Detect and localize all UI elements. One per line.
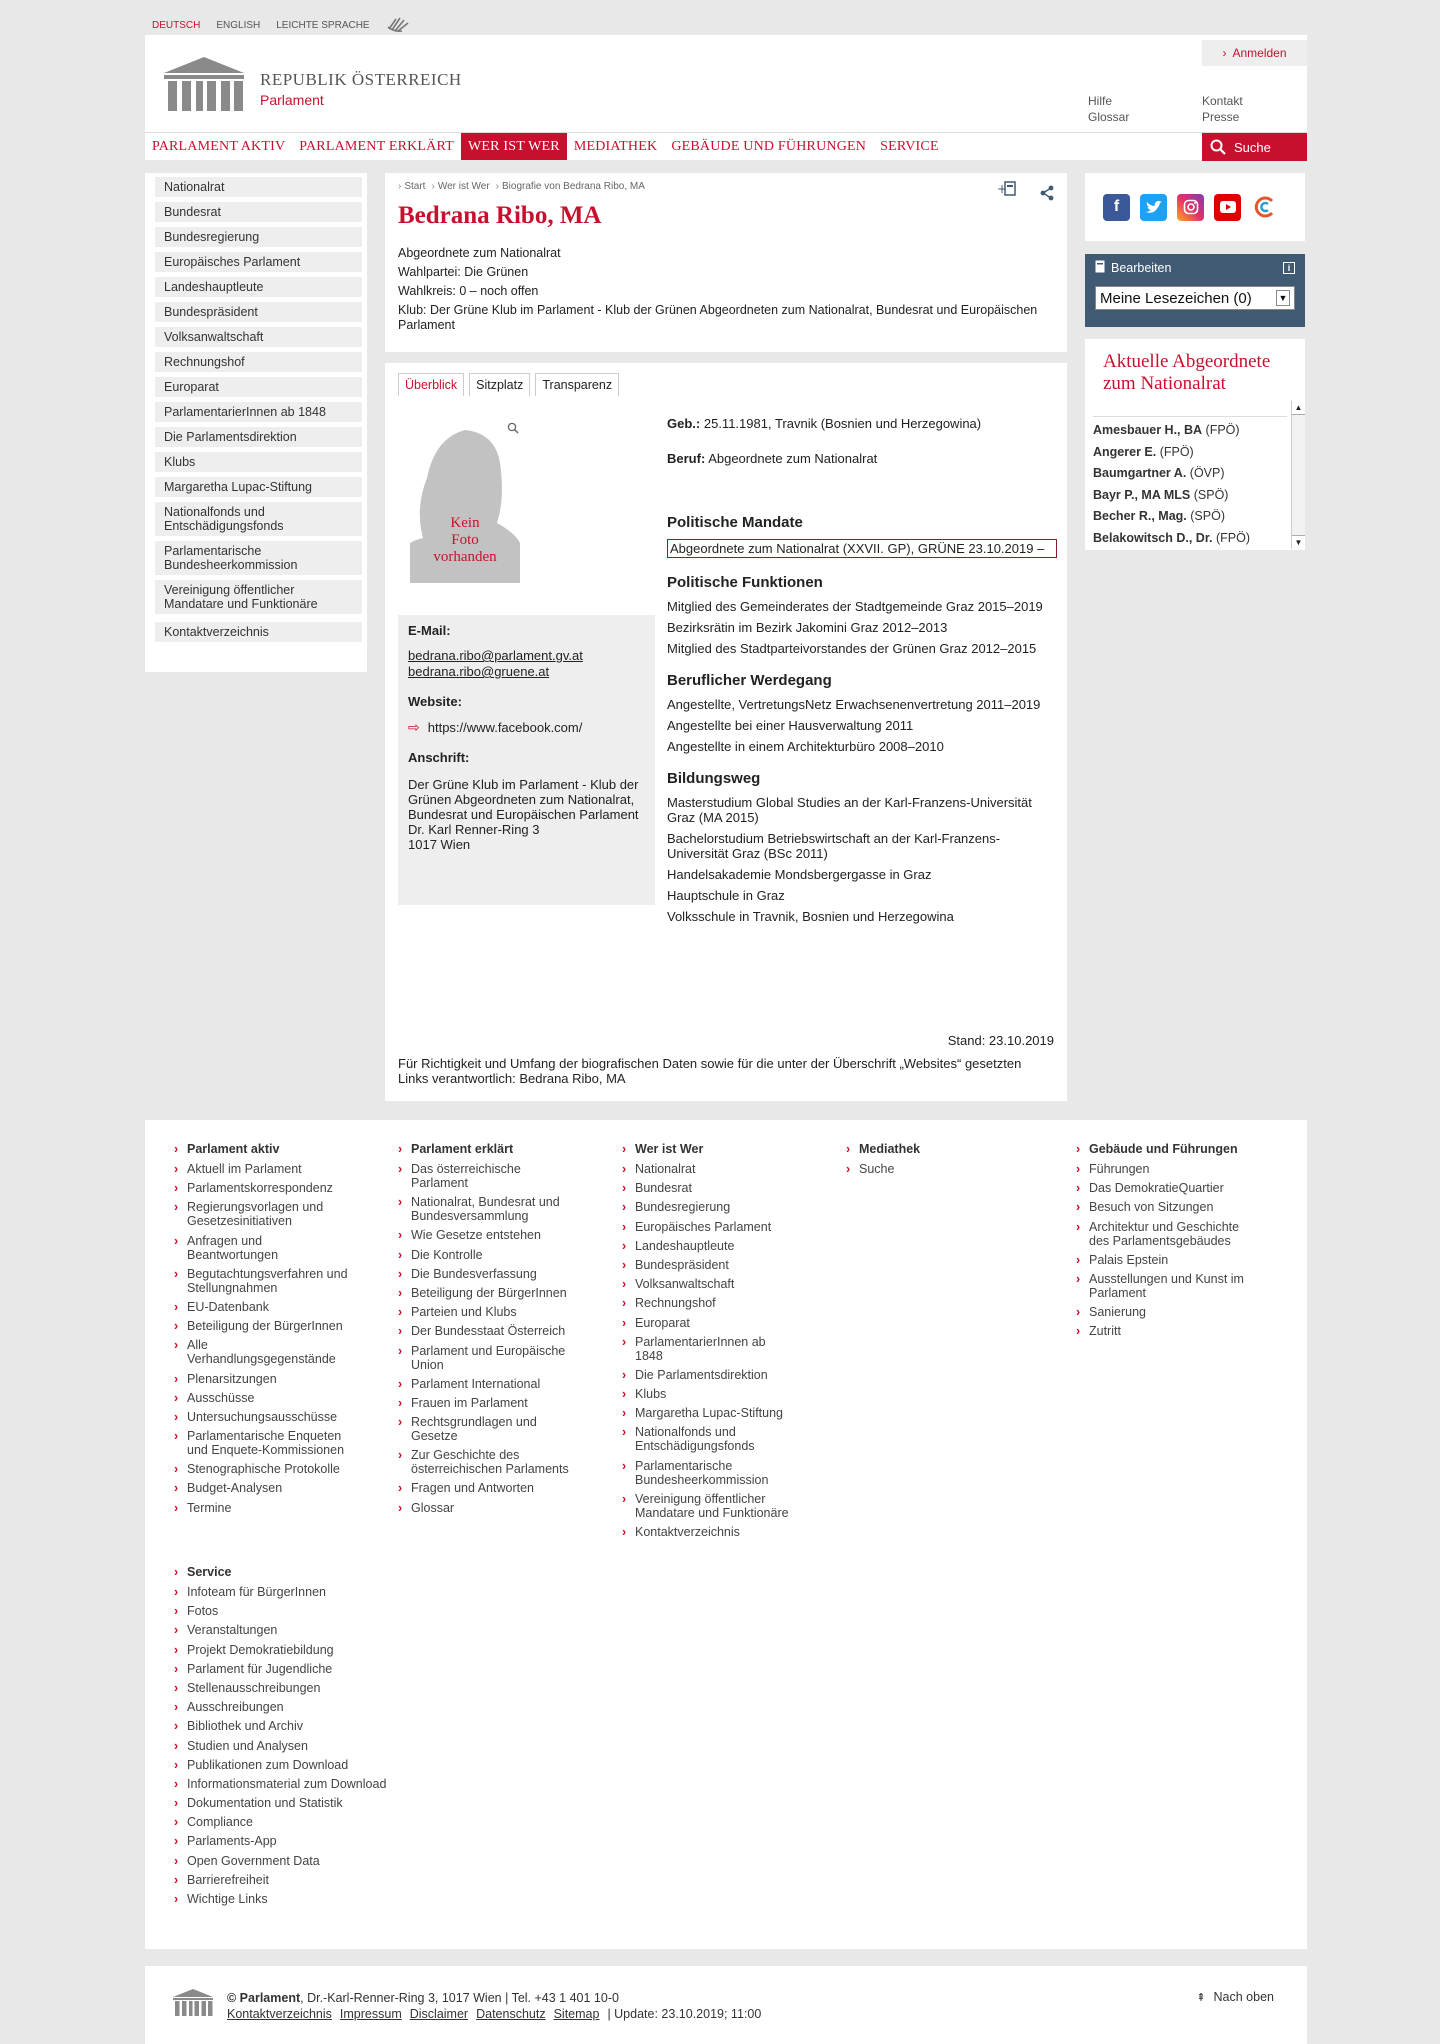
job-label: Beruf:: [667, 451, 706, 466]
sidebar-item-bundespraesident[interactable]: Bundespräsident: [155, 302, 362, 322]
footer-link[interactable]: › Besuch von Sitzungen: [1076, 1200, 1286, 1214]
footer-link[interactable]: › Anfragen und Beantwortungen: [174, 1234, 304, 1262]
born-value: 25.11.1981, Travnik (Bosnien und Herzegowina): [703, 416, 982, 431]
career-item-1: Angestellte, VertretungsNetz Erwachsenenvertretung 2011–2019: [667, 697, 1041, 712]
sidebar-item-lupac-stiftung[interactable]: Margaretha Lupac-Stiftung: [155, 477, 362, 497]
share-icon[interactable]: [1039, 185, 1055, 204]
footer-link[interactable]: › Ausschüsse: [174, 1391, 374, 1405]
member-name: Angerer E.: [1093, 444, 1157, 459]
zoom-icon[interactable]: [507, 422, 519, 437]
lang-english[interactable]: ENGLISH: [216, 20, 261, 31]
footer-link[interactable]: › Begutachtungsverfahren und Stellungnahmen: [174, 1267, 364, 1295]
person-role: Abgeordnete zum Nationalrat: [398, 246, 561, 260]
nav-parlament-aktiv[interactable]: PARLAMENT AKTIV: [152, 138, 286, 154]
footer-link[interactable]: › Regierungsvorlagen und Gesetzesinitiativen: [174, 1200, 344, 1228]
member-party: (ÖVP): [1189, 466, 1225, 480]
footer-link[interactable]: › Projekt Demokratiebildung: [174, 1643, 414, 1657]
login-button[interactable]: [1202, 40, 1307, 66]
footer-imprint: [227, 1990, 761, 2022]
footer-link[interactable]: › Wichtige Links: [174, 1892, 414, 1906]
footer-col-gebaeude: [1076, 1142, 1286, 1344]
footer-link[interactable]: › Fotos: [174, 1604, 414, 1618]
footer-link[interactable]: › Bundesrat: [622, 1181, 802, 1195]
member-name: Amesbauer H., BA: [1093, 423, 1203, 437]
svg-text:+: +: [997, 182, 1008, 196]
sign-language-icon[interactable]: [386, 15, 412, 36]
footer-link[interactable]: › Infoteam für BürgerInnen: [174, 1585, 414, 1599]
contact-link[interactable]: Kontakt: [1202, 94, 1243, 108]
breadcrumb-wer-ist-wer[interactable]: › Wer ist Wer: [431, 181, 489, 192]
education-heading: Bildungsweg: [667, 770, 761, 787]
address-block: [408, 777, 645, 852]
instagram-icon[interactable]: [1177, 194, 1204, 221]
footer-link[interactable]: › Das DemokratieQuartier: [1076, 1181, 1286, 1195]
address-line-3: 1017 Wien: [408, 837, 471, 852]
footer-link[interactable]: › Aktuell im Parlament: [174, 1162, 374, 1176]
footer-link[interactable]: › Bibliothek und Archiv: [174, 1719, 414, 1733]
footer-link[interactable]: › Wie Gesetze entstehen: [398, 1228, 578, 1242]
footer-link[interactable]: › Frauen im Parlament: [398, 1396, 578, 1410]
lang-deutsch[interactable]: DEUTSCH: [152, 20, 201, 31]
sidebar-item-rechnungshof[interactable]: Rechnungshof: [155, 352, 362, 372]
address-line-1: Der Grüne Klub im Parlament - Klub der Grünen Abgeordneten zum Nationalrat, Bundesrat und Europäischen Parlament: [408, 777, 639, 822]
footer-link[interactable]: › Europäisches Parlament: [622, 1220, 802, 1234]
career-item-3: Angestellte in einem Architekturbüro 2008–2010: [667, 739, 944, 754]
language-bar: [152, 15, 412, 36]
footer-link[interactable]: › Rechnungshof: [622, 1296, 802, 1310]
member-party: (FPÖ): [1205, 423, 1240, 437]
sidebar-item-klubs[interactable]: Klubs: [155, 452, 362, 472]
footer-link[interactable]: › Stellenausschreibungen: [174, 1681, 414, 1695]
sidebar-item-volksanwaltschaft[interactable]: Volksanwaltschaft: [155, 327, 362, 347]
footer-link[interactable]: › Parteien und Klubs: [398, 1305, 578, 1319]
edit-button[interactable]: [1095, 260, 1171, 276]
sidebar-item-vereinigung[interactable]: Vereinigung öffentlicher Mandatare und Funktionäre: [155, 580, 362, 614]
footer-link[interactable]: › Parlament für Jugendliche: [174, 1662, 414, 1676]
footer-link[interactable]: › Studien und Analysen: [174, 1739, 414, 1753]
tab-transparenz[interactable]: Transparenz: [535, 373, 619, 396]
sidebar-item-parlamentarierinnen[interactable]: ParlamentarierInnen ab 1848: [155, 402, 362, 422]
glossary-link[interactable]: Glossar: [1088, 110, 1130, 124]
arrow-up-icon: ⇞: [1196, 1991, 1206, 2004]
footer-link[interactable]: › Ausschreibungen: [174, 1700, 414, 1714]
twitter-icon[interactable]: [1140, 194, 1167, 221]
mandate-item: Abgeordnete zum Nationalrat (XXVII. GP), GRÜNE 23.10.2019 –: [667, 539, 1057, 558]
footer-heading[interactable]: › Service: [174, 1565, 414, 1579]
copyright: © Parlament: [227, 1991, 301, 2005]
education-item-2: Bachelorstudium Betriebswirtschaft an der Karl-Franzens-Universität Graz (BSc 2011): [667, 831, 1001, 861]
footer-link[interactable]: › Die Parlamentsdirektion: [622, 1368, 802, 1382]
current-members-list: [1093, 416, 1287, 546]
sidebar-item-bundesrat[interactable]: Bundesrat: [155, 202, 362, 222]
tab-bar: [398, 373, 619, 396]
footer-link[interactable]: › Untersuchungsausschüsse: [174, 1410, 374, 1424]
member-party: (SPÖ): [1190, 509, 1225, 523]
footer-link[interactable]: › Landeshauptleute: [622, 1239, 802, 1253]
logo-subtitle: Parlament: [260, 92, 324, 108]
footer-link[interactable]: › Sanierung: [1076, 1305, 1286, 1319]
website-row: [408, 719, 645, 736]
back-to-top-button[interactable]: [1196, 1990, 1274, 2004]
footer-link[interactable]: › Parlaments-App: [174, 1834, 414, 1848]
facebook-icon[interactable]: f: [1103, 194, 1130, 221]
footer-link[interactable]: › Parlament International: [398, 1377, 578, 1391]
email-label: E-Mail:: [408, 623, 451, 638]
footer-link[interactable]: › Zutritt: [1076, 1324, 1286, 1338]
footer-link[interactable]: › Der Bundesstaat Österreich: [398, 1324, 578, 1338]
chevron-down-icon: ▼: [1276, 290, 1290, 306]
footer-link[interactable]: › Dokumentation und Statistik: [174, 1796, 414, 1810]
footer-heading[interactable]: › Parlament erklärt: [398, 1142, 578, 1156]
address-line-2: Dr. Karl Renner-Ring 3: [408, 822, 540, 837]
footer-col-parlament-erklaert: [398, 1142, 578, 1520]
footer-link[interactable]: › Die Kontrolle: [398, 1248, 578, 1262]
tab-sitzplatz[interactable]: Sitzplatz: [469, 373, 530, 396]
bookmarks-select-value: Meine Lesezeichen (0): [1100, 289, 1252, 307]
link-kontaktverzeichnis[interactable]: Kontaktverzeichnis: [227, 2007, 332, 2021]
social-links: [1085, 173, 1305, 241]
util-links-2: [1202, 93, 1243, 125]
born-row: [667, 416, 1057, 431]
bookmarks-header: [1095, 260, 1295, 276]
footer-link[interactable]: › Ausstellungen und Kunst im Parlament: [1076, 1272, 1256, 1300]
press-link[interactable]: Presse: [1202, 110, 1240, 124]
functions-heading: Politische Funktionen: [667, 574, 823, 591]
back-to-top-label: Nach oben: [1213, 1990, 1274, 2004]
footer-address: , Dr.-Karl-Renner-Ring 3, 1017 Wien | Tel. +43 1 401 10-0: [300, 1991, 619, 2005]
link-impressum[interactable]: Impressum: [339, 2007, 402, 2021]
email-link-2[interactable]: bedrana.ribo@gruene.at: [408, 664, 550, 679]
breadcrumb: [398, 181, 1054, 192]
link-disclaimer[interactable]: Disclaimer: [409, 2007, 469, 2021]
footer-link[interactable]: › Fragen und Antworten: [398, 1481, 578, 1495]
edit-label: Bearbeiten: [1111, 261, 1172, 275]
footer-link[interactable]: › Alle Verhandlungsgegenstände: [174, 1338, 344, 1366]
footer-heading[interactable]: › Mediathek: [846, 1142, 996, 1156]
footer-link[interactable]: › EU-Datenbank: [174, 1300, 374, 1314]
person-meta: [398, 244, 1054, 333]
job-value: Abgeordnete zum Nationalrat: [708, 451, 878, 466]
email-link-1[interactable]: bedrana.ribo@parlament.gv.at: [408, 648, 583, 663]
bottom-bar: [145, 1966, 1307, 2044]
footer-col-wer-ist-wer: [622, 1142, 802, 1544]
lang-leichte-sprache[interactable]: LEICHTE SPRACHE: [276, 20, 370, 31]
career-heading: Beruflicher Werdegang: [667, 672, 832, 689]
bio-column: [667, 418, 1057, 930]
sidebar-item-parlamentsdirektion[interactable]: Die Parlamentsdirektion: [155, 427, 362, 447]
bookmark-add-icon[interactable]: [997, 181, 1017, 202]
footer-link[interactable]: › Beteiligung der BürgerInnen: [174, 1319, 374, 1333]
login-label: Anmelden: [1232, 46, 1287, 60]
no-photo-placeholder[interactable]: [405, 418, 525, 583]
footer-link[interactable]: › Bundesregierung: [622, 1200, 802, 1214]
scroll-up-icon[interactable]: ▲: [1292, 401, 1305, 415]
youtube-icon[interactable]: [1214, 194, 1241, 221]
search-icon: [1210, 139, 1226, 155]
website-link[interactable]: https://www.facebook.com/: [427, 720, 583, 735]
list-scrollbar[interactable]: [1291, 401, 1305, 549]
education-item-4: Hauptschule in Graz: [667, 888, 785, 903]
footer-link[interactable]: › Stenographische Protokolle: [174, 1462, 374, 1476]
bookmarks-panel: [1085, 254, 1305, 327]
parliament-logo[interactable]: [160, 55, 462, 115]
footer-link[interactable]: › Kontaktverzeichnis: [622, 1525, 802, 1539]
nav-wer-ist-wer[interactable]: WER IST WER: [461, 133, 567, 160]
member-item[interactable]: [1093, 420, 1287, 442]
member-name: Belakowitsch D., Dr.: [1093, 530, 1213, 545]
breadcrumb-start[interactable]: › Start: [398, 181, 425, 192]
footer-link[interactable]: › Glossar: [398, 1501, 578, 1515]
sidebar-item-europaeisches-parlament[interactable]: Europäisches Parlament: [155, 252, 362, 272]
member-name: Becher R., Mag.: [1093, 509, 1187, 523]
site-footer: [145, 1120, 1307, 1949]
footer-heading[interactable]: › Gebäude und Führungen: [1076, 1142, 1286, 1156]
sidebar-item-kontaktverzeichnis[interactable]: Kontaktverzeichnis: [155, 622, 362, 642]
tab-ueberblick[interactable]: Überblick: [398, 373, 464, 396]
education-item-3: Handelsakademie Mondsbergergasse in Graz: [667, 867, 932, 882]
job-row: [667, 451, 1057, 466]
education-item-1: Masterstudium Global Studies an der Karl-Franzens-Universität Graz (MA 2015): [667, 795, 1032, 825]
footer-link[interactable]: › Palais Epstein: [1076, 1253, 1286, 1267]
footer-link[interactable]: › Budget-Analysen: [174, 1481, 374, 1495]
nav-gebaeude[interactable]: GEBÄUDE UND FÜHRUNGEN: [671, 138, 867, 154]
function-item-1: Mitglied des Gemeinderates der Stadtgemeinde Graz 2015–2019: [667, 599, 1043, 614]
member-party: (FPÖ): [1215, 530, 1250, 545]
footer-link[interactable]: › Parlamentarische Bundesheerkommission: [622, 1459, 772, 1487]
flickr-icon[interactable]: [1251, 194, 1278, 221]
no-photo-line-2: Foto: [451, 532, 479, 548]
member-name: Baumgartner A.: [1093, 466, 1187, 480]
site-header: [145, 35, 1307, 155]
footer-col-service: [174, 1565, 414, 1911]
search-label: Suche: [1234, 139, 1271, 155]
person-club: Klub: Der Grüne Klub im Parlament - Klub der Grünen Abgeordneten zum Nationalrat, Bundesrat und Europäischen Parlament: [398, 303, 1038, 332]
util-links-1: [1088, 93, 1129, 125]
current-members-panel: [1085, 339, 1305, 550]
footer-link[interactable]: › Klubs: [622, 1387, 802, 1401]
sidebar-item-bundesheerkommission[interactable]: Parlamentarische Bundesheerkommission: [155, 541, 362, 575]
disclaimer-text: Für Richtigkeit und Umfang der biografischen Daten sowie für die unter der Überschrift „Websites“ gesetzten Links verantwortlich: Bedrana Ribo, MA: [398, 1056, 1022, 1086]
footer-link[interactable]: › Volksanwaltschaft: [622, 1277, 802, 1291]
footer-link[interactable]: › Suche: [846, 1162, 996, 1176]
parliament-building-icon: [171, 1988, 215, 2018]
person-party: Wahlpartei: Die Grünen: [398, 265, 529, 279]
page-title: Bedrana Ribo, MA: [398, 202, 602, 229]
footer-link[interactable]: › Informationsmaterial zum Download: [174, 1777, 414, 1791]
logo-title: REPUBLIK ÖSTERREICH: [260, 70, 462, 89]
footer-link[interactable]: › Die Bundesverfassung: [398, 1267, 578, 1281]
address-label: Anschrift:: [408, 750, 470, 765]
sidebar-item-nationalrat[interactable]: Nationalrat: [155, 177, 362, 197]
footer-link[interactable]: › Architektur und Geschichte des Parlamentsgebäudes: [1076, 1220, 1256, 1248]
person-detail-card: [385, 363, 1067, 1101]
no-photo-line-1: Kein: [450, 515, 480, 531]
footer-link[interactable]: › Nationalfonds und Entschädigungsfonds: [622, 1425, 772, 1453]
person-header-card: [385, 173, 1067, 352]
website-label: Website:: [408, 694, 462, 709]
footer-link[interactable]: › ParlamentarierInnen ab 1848: [622, 1335, 772, 1363]
footer-heading[interactable]: › Wer ist Wer: [622, 1142, 802, 1156]
career-item-2: Angestellte bei einer Hausverwaltung 2011: [667, 718, 914, 733]
nav-mediathek[interactable]: MEDIATHEK: [573, 138, 658, 154]
footer-link[interactable]: › Open Government Data: [174, 1854, 414, 1868]
bookmarks-select[interactable]: [1095, 286, 1295, 310]
sidebar-item-landeshauptleute[interactable]: Landeshauptleute: [155, 277, 362, 297]
sidebar-item-bundesregierung[interactable]: Bundesregierung: [155, 227, 362, 247]
help-link[interactable]: Hilfe: [1088, 94, 1113, 108]
main-nav: [145, 132, 1307, 160]
search-button[interactable]: [1202, 133, 1307, 161]
update-date: | Update: 23.10.2019; 11:00: [607, 2007, 762, 2021]
sidebar-item-europarat[interactable]: Europarat: [155, 377, 362, 397]
footer-col-parlament-aktiv: [174, 1142, 374, 1520]
member-item[interactable]: [1093, 506, 1287, 528]
footer-link[interactable]: › Vereinigung öffentlicher Mandatare und Funktionäre: [622, 1492, 802, 1520]
member-item[interactable]: [1093, 485, 1287, 507]
born-label: Geb.:: [667, 416, 701, 431]
nav-service[interactable]: SERVICE: [880, 138, 939, 154]
footer-link[interactable]: › Plenarsitzungen: [174, 1372, 374, 1386]
footer-link[interactable]: › Parlament und Europäische Union: [398, 1344, 578, 1372]
footer-link[interactable]: › Barrierefreiheit: [174, 1873, 414, 1887]
member-party: (FPÖ): [1159, 444, 1194, 459]
footer-link[interactable]: › Rechtsgrundlagen und Gesetze: [398, 1415, 548, 1443]
no-photo-line-3: vorhanden: [433, 549, 497, 565]
footer-link[interactable]: › Nationalrat: [622, 1162, 802, 1176]
member-name: Bayr P., MA MLS: [1093, 487, 1191, 502]
external-link-icon: ⇨: [408, 719, 420, 735]
member-item[interactable]: [1093, 442, 1287, 464]
footer-link[interactable]: › Parlamentskorrespondenz: [174, 1181, 374, 1195]
footer-link[interactable]: › Margaretha Lupac-Stiftung: [622, 1406, 802, 1420]
function-item-3: Mitglied des Stadtparteivorstandes der Grünen Graz 2012–2015: [667, 641, 1037, 656]
contact-box: [398, 615, 655, 905]
footer-link[interactable]: › Führungen: [1076, 1162, 1286, 1176]
person-district: Wahlkreis: 0 – noch offen: [398, 284, 539, 298]
member-party: (SPÖ): [1193, 487, 1229, 502]
footer-link[interactable]: › Parlamentarische Enqueten und Enquete-Kommissionen: [174, 1429, 359, 1457]
footer-link[interactable]: › Termine: [174, 1501, 374, 1515]
footer-link[interactable]: › Bundespräsident: [622, 1258, 802, 1272]
chevron-right-icon: ›: [1222, 46, 1227, 60]
footer-link[interactable]: › Veranstaltungen: [174, 1623, 414, 1637]
sidebar: [145, 173, 367, 672]
stand-date: Stand: 23.10.2019: [947, 1033, 1054, 1048]
link-datenschutz[interactable]: Datenschutz: [476, 2007, 546, 2021]
mandates-heading: Politische Mandate: [667, 514, 803, 531]
member-item[interactable]: [1093, 463, 1287, 485]
footer-link[interactable]: › Zur Geschichte des österreichischen Parlaments: [398, 1448, 578, 1476]
sidebar-item-nationalfonds[interactable]: Nationalfonds und Entschädigungsfonds: [155, 502, 362, 536]
education-item-5: Volksschule in Travnik, Bosnien und Herzegowina: [667, 909, 954, 924]
footer-link[interactable]: › Publikationen zum Download: [174, 1758, 414, 1772]
no-photo-text: [405, 515, 525, 566]
footer-link[interactable]: › Das österreichische Parlament: [398, 1162, 538, 1190]
link-sitemap[interactable]: Sitemap: [553, 2007, 600, 2021]
footer-link[interactable]: › Europarat: [622, 1316, 802, 1330]
nav-parlament-erklaert[interactable]: PARLAMENT ERKLÄRT: [299, 138, 454, 154]
footer-heading[interactable]: › Parlament aktiv: [174, 1142, 374, 1156]
current-members-title: Aktuelle Abgeordnete zum Nationalrat: [1103, 351, 1271, 394]
footer-col-mediathek: [846, 1142, 996, 1181]
parliament-building-icon: [160, 55, 248, 115]
function-item-2: Bezirksrätin im Bezirk Jakomini Graz 2012–2013: [667, 620, 948, 635]
info-icon[interactable]: i: [1283, 262, 1295, 274]
breadcrumb-current: › Biografie von Bedrana Ribo, MA: [496, 181, 645, 192]
bookmark-icon: [1095, 260, 1105, 276]
footer-link[interactable]: › Beteiligung der BürgerInnen: [398, 1286, 578, 1300]
member-item[interactable]: [1093, 528, 1287, 547]
scroll-down-icon[interactable]: ▼: [1292, 535, 1305, 549]
footer-link[interactable]: › Nationalrat, Bundesrat und Bundesversammlung: [398, 1195, 578, 1223]
footer-link[interactable]: › Compliance: [174, 1815, 414, 1829]
